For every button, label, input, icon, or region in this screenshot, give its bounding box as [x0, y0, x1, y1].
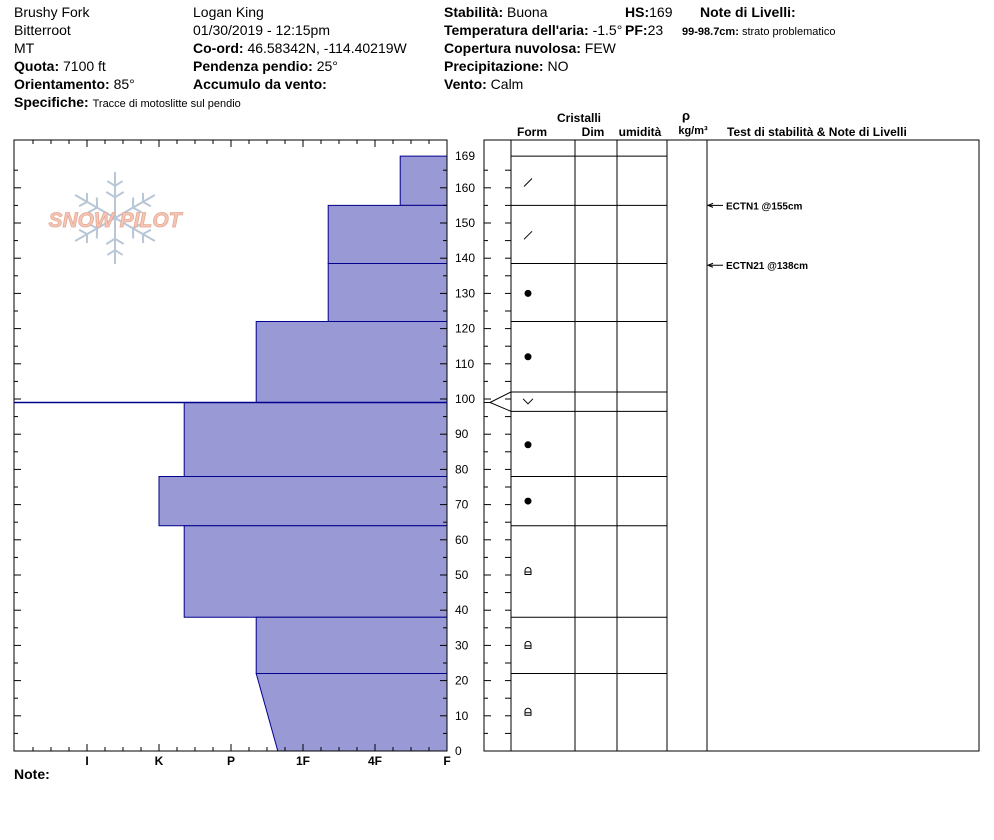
- snowflake-branch: [79, 202, 87, 206]
- slope-label: Pendenza pendio:: [193, 58, 313, 74]
- grain-faceted-symbol: [525, 567, 531, 574]
- depth-tick-label: 150: [455, 216, 476, 230]
- layer-note-range: 99-98.7cm:: [682, 26, 739, 38]
- test-label: ECTN1 @155cm: [726, 201, 803, 213]
- hs-label: HS:: [625, 4, 650, 20]
- depth-tick-label: 10: [455, 708, 469, 723]
- precip-label: Precipitazione:: [444, 58, 544, 74]
- depth-tick-label: 160: [455, 180, 476, 195]
- hardness-axis-labels: [85, 754, 450, 768]
- cloud-value: FEW: [584, 40, 616, 56]
- column-header-dim: Dim: [581, 125, 605, 139]
- grain-form-symbols: [523, 179, 533, 716]
- hardness-layer-bar: [256, 617, 447, 673]
- coord-value: 46.58342N, -114.40219W: [247, 40, 407, 56]
- hardness-layer-bar: [184, 403, 447, 477]
- column-header-crystals: Cristalli: [556, 111, 602, 125]
- snowflake-branch: [115, 250, 123, 255]
- column-header-density-symbol: ρ: [681, 108, 691, 123]
- snowflake-branch: [115, 239, 124, 244]
- aspect-label: Orientamento:: [14, 76, 110, 92]
- observer: Logan King: [193, 4, 264, 20]
- weak-layer-marker: [484, 392, 511, 411]
- air-temp-value: -1.5°: [592, 22, 623, 38]
- hardness-tick-label: 4F: [367, 754, 383, 768]
- hardness-layer-bar: [400, 156, 447, 205]
- snowflake-branch: [115, 181, 123, 186]
- layer-table-frame: [484, 140, 979, 751]
- snowflake-branch: [106, 192, 115, 197]
- grain-rounded-symbol: [525, 498, 532, 505]
- snowflake-branch: [143, 202, 151, 206]
- grain-decomposed-symbol: [524, 179, 532, 187]
- elevation-label: Quota:: [14, 58, 60, 74]
- column-header-form: Form: [517, 125, 547, 139]
- elevation-value: 7100 ft: [63, 58, 106, 74]
- specifics-value: Tracce di motoslitte sul pendio: [92, 98, 241, 110]
- depth-tick-label: 140: [455, 251, 476, 266]
- range: Bitterroot: [14, 22, 71, 38]
- stability-label: Stabilità:: [444, 4, 504, 20]
- hardness-tick-label: F: [443, 754, 451, 768]
- hardness-tick-label: K: [154, 754, 164, 768]
- hardness-profile: [159, 156, 447, 751]
- hs-value: 169: [649, 4, 673, 20]
- depth-tick-label: 80: [455, 462, 469, 477]
- wind-label: Vento:: [444, 76, 487, 92]
- snowflake-branch: [106, 239, 115, 244]
- wind-value: Calm: [490, 76, 524, 92]
- datetime: 01/30/2019 - 12:15pm: [193, 22, 330, 38]
- notes-label: Note:: [14, 766, 50, 782]
- depth-tick-label: 110: [455, 356, 475, 371]
- grain-rounded-symbol: [525, 441, 532, 448]
- depth-tick-label: 120: [455, 321, 476, 336]
- wind-loading-label: Accumulo da vento:: [193, 76, 327, 92]
- grain-faceted-symbol: [525, 708, 531, 715]
- depth-top-label: 169: [455, 149, 476, 164]
- hardness-tick-label: P: [226, 754, 236, 768]
- depth-tick-label: 0: [455, 744, 462, 758]
- test-label: ECTN21 @138cm: [726, 261, 809, 273]
- snowpilot-logo: [49, 172, 184, 264]
- hardness-layer-bar: [256, 674, 447, 751]
- depth-tick-label: 30: [455, 638, 469, 653]
- pf-label: PF:: [625, 22, 648, 38]
- stability-value: Buona: [507, 4, 548, 20]
- specifics-label: Specifiche:: [14, 94, 89, 110]
- depth-tick-label: 100: [455, 392, 476, 406]
- grain-surface-hoar-symbol: [523, 399, 533, 404]
- hardness-layer-bar: [159, 476, 447, 525]
- depth-tick-label: 70: [455, 497, 469, 512]
- aspect-value: 85°: [113, 76, 135, 92]
- cloud-label: Copertura nuvolosa:: [444, 40, 581, 56]
- depth-tick-label: 20: [455, 673, 469, 688]
- layer-table-ticks: [484, 170, 511, 733]
- column-header-moisture: umidità: [618, 125, 662, 139]
- slope-value: 25°: [316, 58, 338, 74]
- grain-faceted-symbol: [525, 641, 531, 648]
- precip-value: NO: [547, 58, 569, 74]
- grain-decomposed-symbol: [524, 231, 532, 239]
- grain-rounded-symbol: [525, 353, 532, 360]
- pf-value: 23: [647, 22, 664, 38]
- depth-tick-label: 60: [455, 532, 469, 547]
- hardness-layer-bar: [256, 322, 447, 403]
- hardness-layer-bar: [328, 205, 447, 263]
- depth-axis-labels: [455, 149, 475, 758]
- depth-tick-label: 90: [455, 427, 469, 442]
- hardness-tick-label: 1F: [295, 754, 311, 768]
- state: MT: [14, 40, 35, 56]
- snowflake-branch: [115, 192, 124, 197]
- layer-note-text: strato problematico: [741, 26, 836, 38]
- stability-tests: [708, 201, 808, 272]
- hardness-tick-label: I: [85, 754, 89, 768]
- depth-tick-label: 50: [455, 568, 469, 582]
- column-header-density-unit: kg/m³: [678, 125, 708, 137]
- grain-rounded-symbol: [525, 290, 532, 297]
- coord-label: Co-ord:: [193, 40, 244, 56]
- hardness-layer-bar: [184, 526, 447, 618]
- column-header-tests: Test di stabilità & Note di Livelli: [727, 125, 907, 139]
- layer-notes-label: Note di Livelli:: [700, 4, 796, 20]
- weak-layer-chevron: [490, 392, 511, 411]
- depth-tick-label: 130: [455, 286, 476, 301]
- location: Brushy Fork: [14, 4, 90, 20]
- hardness-layer-bar: [328, 263, 447, 321]
- depth-tick-label: 40: [455, 603, 469, 618]
- air-temp-label: Temperatura dell'aria:: [444, 22, 589, 38]
- snowflake-branch: [107, 181, 115, 186]
- logo-text: SNOW PILOT: [48, 209, 182, 232]
- snowflake-branch: [107, 250, 115, 255]
